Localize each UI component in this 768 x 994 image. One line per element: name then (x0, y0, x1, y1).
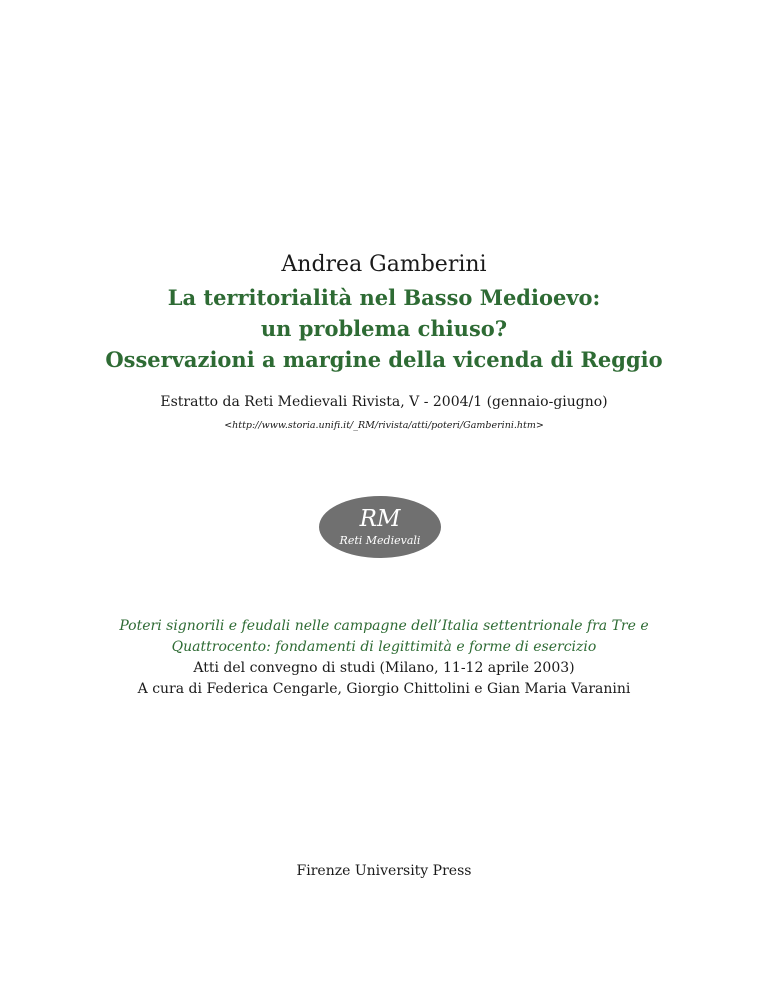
reti-medievali-logo (318, 495, 442, 559)
article-title (0, 282, 768, 375)
source-url[interactable]: <http://www.storia.unifi.it/_RM/rivista/atti/poteri/Gamberini.htm> (224, 420, 544, 431)
logo-name: Reti Medievali (339, 534, 421, 547)
conference-event: Atti del convegno di studi (Milano, 11-12 aprile 2003) (193, 660, 575, 676)
conference-title (0, 616, 768, 658)
conference-title-line-2: Quattrocento: fondamenti di legittimità e forme di esercizio (171, 639, 597, 655)
conference-info (0, 658, 768, 700)
publisher-name: Firenze University Press (296, 863, 472, 879)
title-line-2: un problema chiuso? (260, 316, 508, 341)
title-line-3: Osservazioni a margine della vicenda di Reggio (105, 347, 663, 372)
extract-source: Estratto da Reti Medievali Rivista, V - 2004/1 (gennaio-giugno) (160, 394, 608, 410)
author-name: Andrea Gamberini (281, 252, 487, 277)
logo-monogram: RM (359, 506, 401, 532)
title-line-1: La territorialità nel Basso Medioevo: (167, 285, 601, 310)
conference-editors: A cura di Federica Cengarle, Giorgio Chittolini e Gian Maria Varanini (137, 681, 631, 697)
conference-title-line-1: Poteri signorili e feudali nelle campagne dell’Italia settentrionale fra Tre e (119, 618, 649, 634)
